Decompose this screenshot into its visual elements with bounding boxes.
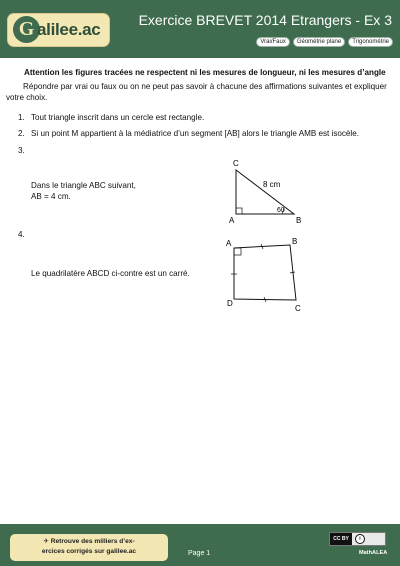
attribution-icon: i bbox=[355, 534, 365, 544]
label-a: A bbox=[226, 239, 232, 248]
tick-mark-bc bbox=[290, 272, 295, 273]
tag-geometrie-plane[interactable]: Géométrie plane bbox=[293, 37, 345, 47]
triangle-abc bbox=[236, 170, 294, 214]
quadrilateral-abcd bbox=[234, 245, 296, 300]
logo-text: alilee.ac bbox=[37, 20, 101, 39]
label-c: C bbox=[295, 304, 301, 313]
question-3-line1: Dans le triangle ABC suivant, bbox=[31, 181, 136, 190]
intro-text: Répondre par vrai ou faux ou on ne peut pas savoir à chacune des affirmations suivantes et expliquer votre choix. bbox=[6, 82, 387, 102]
label-d: D bbox=[227, 299, 233, 308]
mathalea-brand: MathALEA bbox=[359, 550, 388, 556]
triangle-figure bbox=[222, 155, 312, 227]
rocket-icon: ✈ bbox=[43, 538, 49, 545]
cc-icon: CC BY bbox=[330, 533, 352, 545]
galilee-logo[interactable] bbox=[7, 13, 110, 47]
quadrilateral-figure bbox=[222, 235, 312, 317]
angle-label: 60 bbox=[277, 207, 285, 214]
label-b: B bbox=[296, 216, 302, 225]
promo-box[interactable] bbox=[10, 534, 168, 561]
tag-list bbox=[256, 37, 393, 47]
question-text: Si un point M appartient à la médiatrice d’un segment [AB] alors le triangle AMB est isocèle. bbox=[31, 129, 359, 138]
page-number: Page 1 bbox=[188, 550, 211, 557]
question-3-number bbox=[18, 146, 31, 155]
question-text: Tout triangle inscrit dans un cercle est rectangle. bbox=[31, 113, 205, 122]
cc-license-badge[interactable] bbox=[329, 532, 386, 546]
question-4-text: Le quadrilatère ABCD ci-contre est un carré. bbox=[31, 269, 190, 278]
promo-line-1 bbox=[10, 537, 168, 547]
question-4-number bbox=[18, 230, 31, 239]
question-number: 1. bbox=[18, 113, 25, 122]
label-a: A bbox=[229, 216, 235, 225]
question-number: 4. bbox=[18, 230, 25, 239]
question-2 bbox=[18, 129, 359, 138]
hypotenuse-label: 8 cm bbox=[263, 180, 281, 189]
question-number: 3. bbox=[18, 146, 25, 155]
header-bar bbox=[0, 0, 400, 58]
right-angle-mark bbox=[234, 248, 241, 255]
label-c: C bbox=[233, 159, 239, 168]
promo-text-1: Retrouve des milliers d’ex- bbox=[50, 538, 135, 545]
question-number: 2. bbox=[18, 129, 25, 138]
promo-line-2: ercices corrigés sur galilee.ac bbox=[41, 548, 137, 555]
tag-trigonometrie[interactable]: Trigonométrie bbox=[348, 37, 393, 47]
tag-vrai-faux[interactable]: Vrai/Faux bbox=[256, 37, 289, 47]
label-b: B bbox=[292, 237, 298, 246]
logo-g-icon: G bbox=[13, 16, 40, 43]
right-angle-mark bbox=[236, 208, 242, 214]
question-1 bbox=[18, 113, 204, 122]
warning-text: Attention les figures tracées ne respectent ni les mesures de longueur, ni les mesures d’angle bbox=[24, 68, 386, 77]
question-3-line2: AB = 4 cm. bbox=[31, 192, 71, 201]
footer-bar bbox=[0, 524, 400, 566]
page-title: Exercice BREVET 2014 Etrangers - Ex 3 bbox=[138, 12, 392, 28]
